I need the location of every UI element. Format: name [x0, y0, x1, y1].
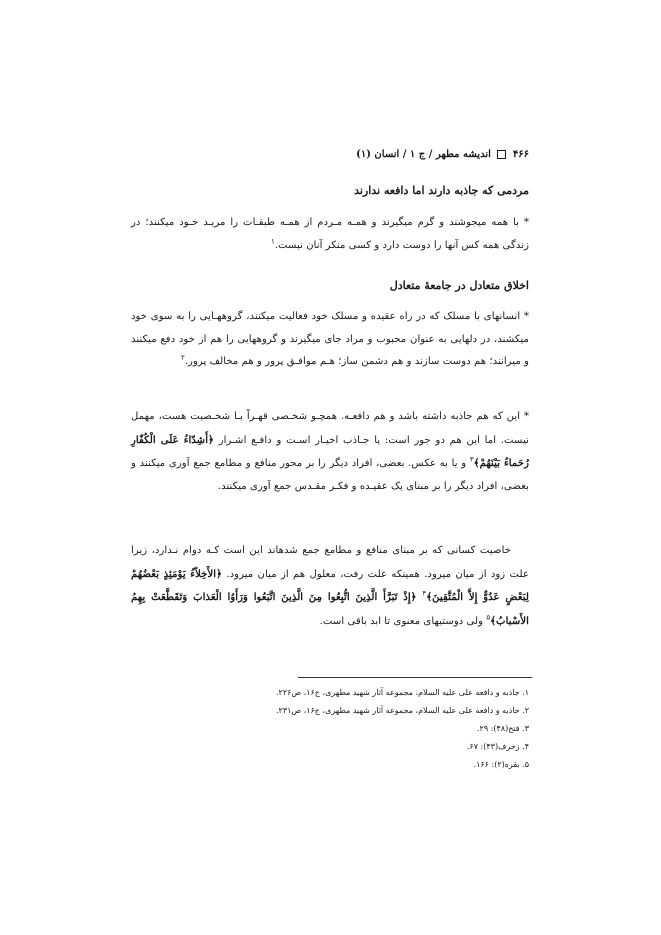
paragraph-4: [131, 540, 529, 633]
footnote-divider: [298, 677, 532, 678]
section-heading-1: مردمی که جاذبه دارند اما دافعه ندارند: [354, 184, 529, 197]
footnote-item: ۴. زخرف(۴۳): ۶۷.: [466, 742, 529, 751]
paragraph-1: [131, 212, 529, 257]
paragraph-text: و یا به عکس. بعضی، افراد دیگر را بر محور منافع و مطامع جمع آوری میکنند و بعضی، افراد دیگر را بر مبنای یک عقیـده و فکـر مقـدس جمع آوری میکنند.: [131, 458, 529, 492]
paragraph-text: * این که هم جاذبه داشته باشد و هم دافعـه. همچـو شخـصی قهـراً بـا شخـصیت هست، مهمل نیست. اما این هم دو جور است: یا جـاذب اخیـار اسـت و دافـع اشـرار: [131, 411, 529, 446]
square-bullet-icon: [497, 150, 506, 159]
footnote-item: ۳. فتح(۴۸): ۲۹.: [477, 724, 529, 733]
footnote-item: ۵. بقره(۲): ۱۶۶.: [473, 760, 529, 769]
footnote-ref: ۵: [486, 613, 491, 622]
running-header: [129, 147, 529, 163]
footnote-item: ۱. جاذبه و دافعه علی علیه السلام، مجموعه آثار شهید مطهری، ج۱۶، ص۲۲۶.: [275, 688, 529, 697]
footnote-item: ۲. جاذبه و دافعه علی علیه السلام، مجموعه آثار شهید مطهری، ج۱۶، ص۲۳۱.: [275, 706, 529, 715]
footnote-ref: ۱: [270, 237, 275, 246]
quran-quote: ﴿الأَخِلاّءُ يَوْمَئِذٍ بَعْضُهُمْ لِبَعْضٍ عَدُوٌّ إِلاَّ الْمُتَّقِينَ﴾: [131, 567, 529, 603]
footnotes: [129, 684, 529, 774]
paragraph-text: * انسانهای با مسلک که در راه عقیده و مسلک خود فعالیت میکنند، گروههـایی را به سوی خود میکشند، در دلهایی به عنوان محبوب و مراد جای میگیرند و گروههایی را هم از خود دفع میکنند و میرانند؛ هم دوست سازند و هم دشمن ساز؛ هـم موافـق پرور و هم مخالف پرور.: [131, 311, 529, 367]
paragraph-3: [131, 406, 529, 498]
paragraph-text: ولی دوستیهای معنوی تا ابد باقی است.: [319, 615, 487, 627]
paragraph-text: * با همه میجوشند و گرم میگیرند و همـه مـردم از همـه طبقـات را مریـد خـود میکنند؛ در زندگی همه کس آنها را دوست دارد و کسی منکر آنان نیست.: [131, 217, 529, 251]
footnote-ref: ۳: [469, 455, 474, 464]
quran-quote: ﴿إِذْ تَبَرَّأَ الَّذِينَ اتُّبِعُوا مِنَ الَّذِينَ اتَّبَعُوا وَرَأَوُا الْعَذابَ وَتَقَطَّعَتْ بِهِمُ الأَسْبابُ﴾: [131, 591, 529, 627]
running-title: اندیشه مطهر / ج ۱ / انسان (۱): [356, 149, 491, 160]
footnote-ref: ۴: [422, 589, 427, 598]
page-number: ۴۶۶: [512, 149, 529, 160]
footnote-ref: ۲: [181, 353, 185, 362]
paragraph-2: [131, 306, 529, 374]
section-heading-2: اخلاق متعادل در جامعهٔ متعادل: [389, 279, 529, 292]
paragraph-text: خاصیت کسانی که بر مبنای منافع و مطامع جمع شدهاند این است کـه دوام نـدارد، زیرا علت زود از میان میرود. همینکه علت رفت، معلول هم از میان میرود.: [131, 545, 529, 580]
quran-quote: ﴿أَشِدّاءُ عَلَى الْكُفّارِ رُحَماءُ بَيْنَهُمْ﴾: [131, 433, 530, 469]
